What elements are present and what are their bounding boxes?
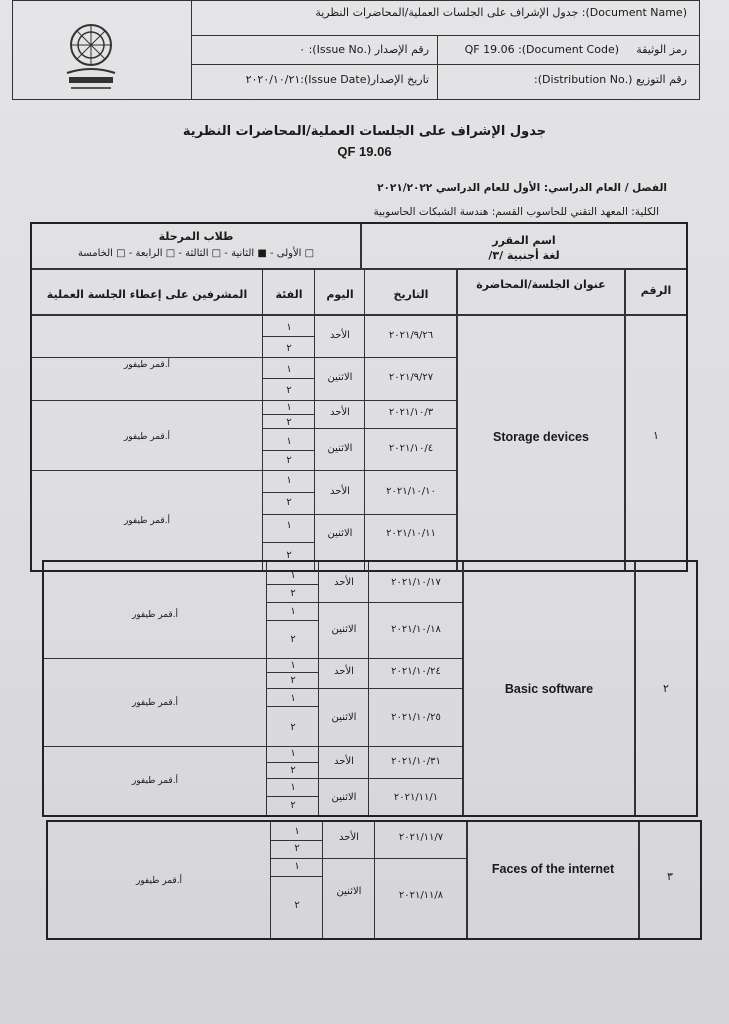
- session-date: ٢٠٢١/١١/٧: [398, 832, 444, 843]
- session-day: الاثنين: [331, 712, 357, 723]
- session-date: ٢٠٢١/١٠/٣: [388, 407, 434, 418]
- group-label: ١: [286, 436, 292, 447]
- document-code: QF 19.06 :(Document Code): [464, 43, 619, 56]
- session-day: الأحد: [334, 577, 354, 588]
- supervisor-name: أ.قمر طيفور: [131, 698, 179, 708]
- session-day: الأحد: [334, 756, 354, 767]
- page-title: جدول الإشراف على الجلسات العملية/المحاضرات النظرية: [182, 124, 547, 139]
- group-label: ١: [286, 322, 292, 333]
- group-label: ١: [286, 402, 292, 413]
- college-info: الكلية: المعهد التقني للحاسوب القسم: هندسة الشبكات الحاسوبية: [373, 206, 659, 218]
- session-day: الأحد: [339, 832, 359, 843]
- section-topic: Storage devices: [493, 430, 589, 444]
- schedule-table-2: [42, 560, 698, 817]
- document-code-label: رمز الوثيقة: [636, 43, 687, 56]
- group-label: ٢: [286, 455, 292, 466]
- page-subtitle: QF 19.06: [337, 144, 392, 159]
- session-date: ٢٠٢١/١٠/١٠: [386, 486, 436, 497]
- session-day: الاثنين: [331, 792, 357, 803]
- document-name: (Document Name): جدول الإشراف على الجلسات العملية/المحاضرات النظرية: [315, 6, 687, 19]
- session-date: ٢٠٢١/١٠/١٧: [391, 577, 441, 588]
- session-day: الاثنين: [327, 443, 353, 454]
- session-date: ٢٠٢١/٩/٢٧: [388, 372, 434, 383]
- group-label: ١: [290, 782, 296, 793]
- column-number: الرقم: [640, 284, 672, 297]
- session-date: ٢٠٢١/١٠/١١: [386, 528, 436, 539]
- group-label: ٢: [286, 417, 292, 428]
- supervisor-name: أ.قمر طيفور: [131, 776, 179, 786]
- section-number: ٣: [667, 870, 673, 883]
- group-label: ٢: [294, 900, 300, 911]
- session-date: ٢٠٢١/١١/٨: [398, 890, 444, 901]
- issue-date: تاريخ الإصدار(Issue Date):٢٠٢٠/١٠/٢١: [245, 73, 429, 86]
- group-label: ٢: [286, 385, 292, 396]
- group-label: ١: [290, 660, 296, 671]
- session-day: الأحد: [334, 666, 354, 677]
- column-title: عنوان الجلسة/المحاضرة: [476, 278, 606, 291]
- session-day: الاثنين: [327, 528, 353, 539]
- students-stage-label: طلاب المرحلة: [158, 230, 234, 243]
- group-label: ١: [290, 606, 296, 617]
- schedule-table-3: [46, 820, 702, 940]
- group-label: ١: [294, 861, 300, 872]
- distribution-number: رقم التوزيع (.Distribution No):: [534, 73, 687, 86]
- group-label: ٢: [290, 765, 296, 776]
- group-label: ١: [290, 693, 296, 704]
- session-date: ٢٠٢١/١٠/١٨: [391, 624, 441, 635]
- section-topic: Basic software: [504, 682, 594, 696]
- university-logo: [13, 1, 192, 99]
- column-group: الفئة: [275, 288, 303, 301]
- section-number: ١: [653, 429, 659, 442]
- group-label: ٢: [290, 800, 296, 811]
- group-label: ١: [286, 364, 292, 375]
- supervisor-name: أ.قمر طيفور: [131, 610, 179, 620]
- column-date: التاريخ: [393, 288, 429, 301]
- session-day: الاثنين: [336, 886, 362, 897]
- supervisor-name: أ.قمر طيفور: [123, 360, 171, 370]
- document-header: [12, 0, 700, 100]
- session-date: ٢٠٢١/٩/٢٦: [388, 330, 434, 341]
- column-day: اليوم: [326, 288, 354, 301]
- group-label: ٢: [290, 722, 296, 733]
- session-date: ٢٠٢١/١٠/٤: [388, 443, 434, 454]
- course-name-value: لغة أجنبية /٣/: [488, 249, 560, 262]
- group-label: ٢: [294, 843, 300, 854]
- supervisor-name: أ.قمر طيفور: [135, 876, 183, 886]
- session-date: ٢٠٢١/١٠/٢٤: [391, 666, 441, 677]
- session-day: الأحد: [330, 407, 350, 418]
- group-label: ٢: [290, 634, 296, 645]
- group-label: ١: [290, 570, 296, 581]
- session-day: الأحد: [330, 330, 350, 341]
- group-label: ١: [294, 826, 300, 837]
- course-name-label: اسم المقرر: [492, 234, 556, 247]
- supervisor-name: أ.قمر طيفور: [123, 516, 171, 526]
- students-stages: □ الأولى - ■ الثانية - □ الثالثة - □ الرابعة - □ الخامسة: [77, 248, 315, 259]
- schedule-table-1: [30, 222, 688, 572]
- semester-info: الفصل / العام الدراسي: الأول للعام الدراسي ٢٠٢١/٢٠٢٢: [377, 182, 667, 194]
- group-label: ١: [290, 748, 296, 759]
- session-date: ٢٠٢١/١٠/٢٥: [391, 712, 441, 723]
- issue-number: رقم الإصدار (.Issue No): ٠: [299, 43, 429, 56]
- group-label: ٢: [290, 675, 296, 686]
- group-label: ٢: [286, 343, 292, 354]
- group-label: ١: [286, 520, 292, 531]
- session-date: ٢٠٢١/١١/١: [393, 792, 439, 803]
- session-day: الاثنين: [327, 372, 353, 383]
- group-label: ١: [286, 475, 292, 486]
- university-emblem-icon: [61, 21, 121, 95]
- group-label: ٢: [290, 588, 296, 599]
- session-date: ٢٠٢١/١٠/٣١: [391, 756, 441, 767]
- column-supervisors: المشرفين على إعطاء الجلسة العملية: [46, 288, 248, 301]
- group-label: ٢: [286, 497, 292, 508]
- supervisor-name: أ.قمر طيفور: [123, 432, 171, 442]
- session-day: الأحد: [330, 486, 350, 497]
- section-number: ٢: [663, 682, 669, 695]
- section-topic: Faces of the internet: [491, 862, 615, 876]
- session-day: الاثنين: [331, 624, 357, 635]
- group-label: ٢: [286, 550, 292, 561]
